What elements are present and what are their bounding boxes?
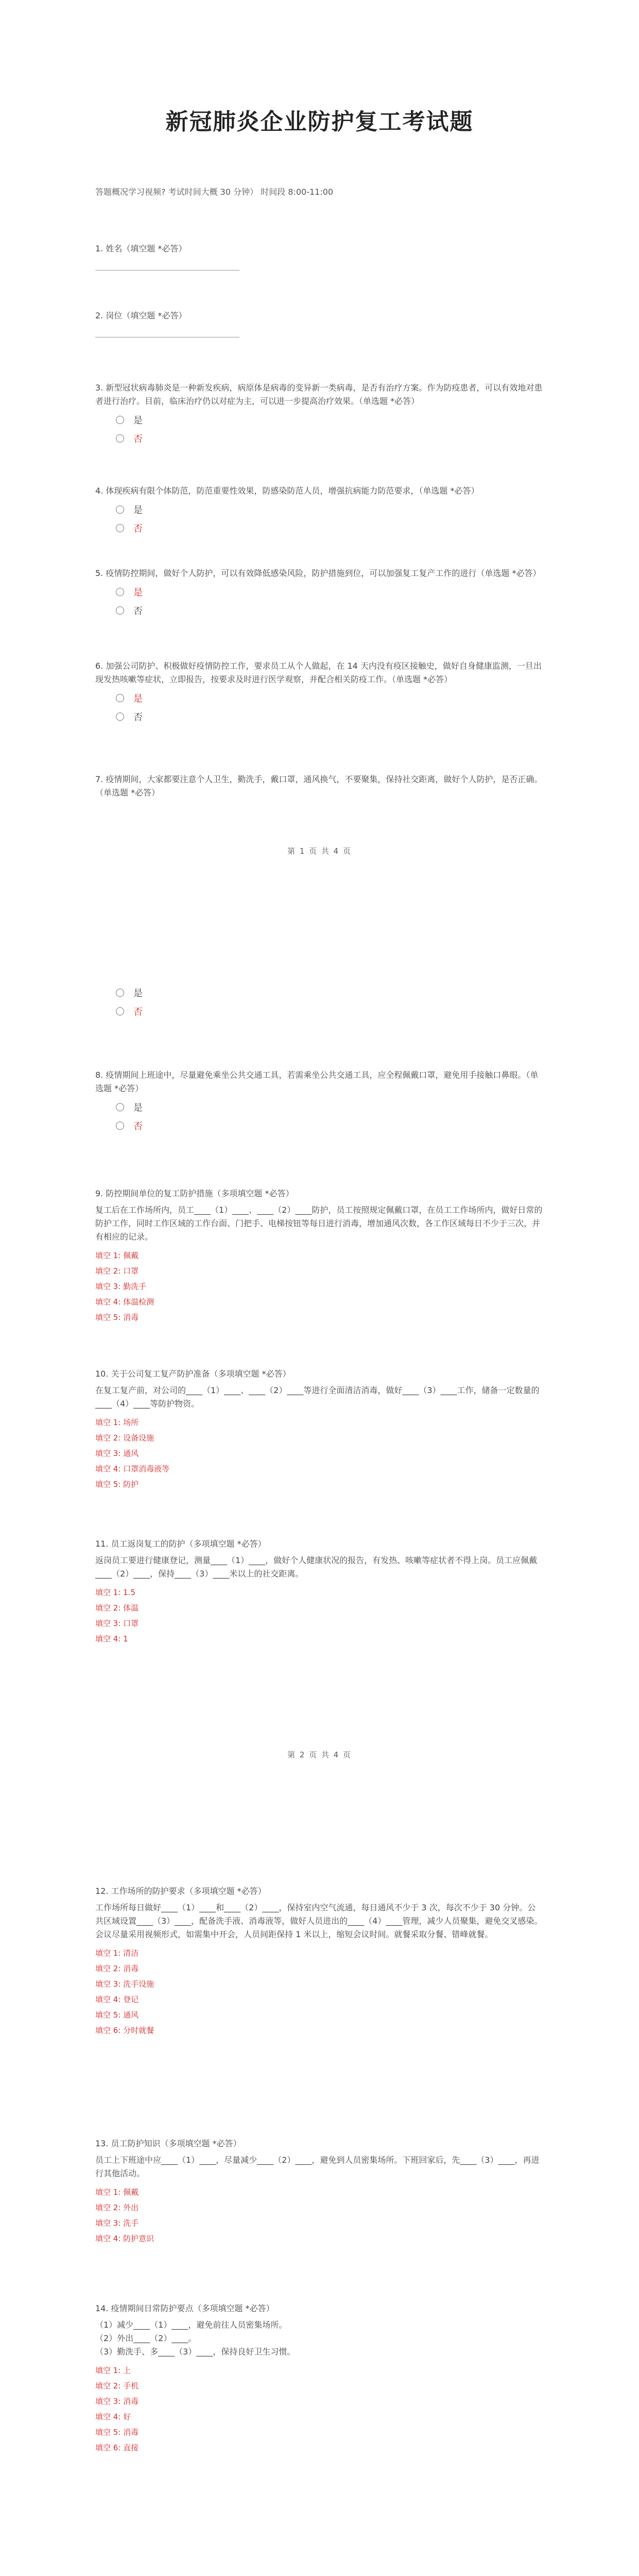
answer-item: 填空 5: 消毒 bbox=[95, 1313, 139, 1322]
option-no[interactable]: 否 bbox=[116, 1119, 543, 1132]
radio-icon[interactable] bbox=[116, 989, 124, 997]
radio-icon[interactable] bbox=[116, 1103, 124, 1111]
radio-icon[interactable] bbox=[116, 606, 124, 615]
page-2 bbox=[0, 904, 639, 1807]
answer-item: 填空 1: 佩戴 bbox=[95, 1251, 139, 1260]
answer-item: 填空 4: 体温检测 bbox=[95, 1297, 154, 1307]
question-12 bbox=[95, 1885, 543, 2038]
question-8 bbox=[95, 1069, 543, 1132]
question-12-body: 工作场所每日做好____（1）____和____（2）____，保持室内空气流通，每日通风不少于 3 次，每次不少于 30 分钟。公共区域设置____（3）____，配备洗手液、消毒液等，做好人员进出的____（4）____管理，减少人员聚集，避免交叉感染。会议尽量采用视频形式，如需集中开会，人员间距保持 1 米以上，缩短会议时间。就餐采取分餐、错峰就餐。 bbox=[95, 1903, 543, 1939]
question-14 bbox=[95, 2302, 543, 2455]
exam-title: 新冠肺炎企业防护复工考试题 bbox=[165, 109, 474, 135]
answer-item: 填空 1: 1.5 bbox=[95, 1588, 135, 1597]
answer-item: 填空 1: 场所 bbox=[95, 1418, 139, 1427]
radio-icon[interactable] bbox=[116, 713, 124, 721]
answer-item: 填空 3: 口罩 bbox=[95, 1619, 139, 1628]
question-6-text: 6. 加强公司防护、积极做好疫情防控工作，要求员工从个人做起，在 14 天内没有疫区接触史，做好自身健康监测，一旦出现发热咳嗽等症状，立即报告，按要求及时进行医学观察，并配合相关防疫工作。（单选题 *必答） bbox=[95, 661, 542, 684]
option-yes[interactable]: 是 bbox=[116, 691, 543, 705]
question-10 bbox=[95, 1367, 543, 1492]
question-10-text: 10. 关于公司复工复产防护准备（多项填空题 *必答） bbox=[95, 1369, 291, 1379]
question-9-text: 9. 防控期间单位的复工防护措施（多项填空题 *必答） bbox=[95, 1189, 294, 1198]
answer-item: 填空 6: 分时就餐 bbox=[95, 2026, 154, 2035]
question-1 bbox=[95, 242, 543, 270]
answer-item: 填空 4: 防护意识 bbox=[95, 2234, 154, 2243]
answer-item: 填空 1: 佩戴 bbox=[95, 2188, 139, 2197]
page-footer: 第 2 页 共 4 页 bbox=[287, 1750, 352, 1759]
option-yes[interactable]: 是 bbox=[116, 413, 543, 427]
answer-item: 填空 1: 上 bbox=[95, 2366, 131, 2375]
radio-icon[interactable] bbox=[116, 1122, 124, 1130]
page-3 bbox=[0, 1807, 639, 2576]
answer-item: 填空 2: 手机 bbox=[95, 2381, 139, 2391]
answer-item: 填空 4: 登记 bbox=[95, 1995, 139, 2004]
question-7-text: 7. 疫情期间，大家都要注意个人卫生，勤洗手，戴口罩，通风换气，不要聚集，保持社交距离，做好个人防护，是否正确。（单选题 *必答） bbox=[95, 774, 543, 798]
answer-list bbox=[95, 1945, 543, 2038]
name-input[interactable] bbox=[95, 256, 239, 270]
answer-item: 填空 6: 直接 bbox=[95, 2443, 139, 2452]
answer-list bbox=[95, 2184, 543, 2246]
answer-item: 填空 3: 勤洗手 bbox=[95, 1282, 147, 1291]
answer-item: 填空 2: 口罩 bbox=[95, 1266, 139, 1276]
radio-icon[interactable] bbox=[116, 505, 124, 514]
radio-icon[interactable] bbox=[116, 416, 124, 424]
question-6 bbox=[95, 659, 543, 723]
answer-item: 填空 5: 通风 bbox=[95, 2010, 139, 2020]
answer-item: 填空 1: 清洁 bbox=[95, 1948, 139, 1958]
answer-list bbox=[95, 2363, 543, 2455]
question-9 bbox=[95, 1187, 543, 1325]
option-no[interactable]: 否 bbox=[116, 1005, 543, 1018]
question-1-text: 1. 姓名（填空题 *必答） bbox=[95, 244, 187, 253]
question-11-text: 11. 员工返岗复工的防护（多项填空题 *必答） bbox=[95, 1539, 266, 1549]
question-13-text: 13. 员工防护知识（多项填空题 *必答） bbox=[95, 2139, 241, 2148]
question-2-text: 2. 岗位（填空题 *必答） bbox=[95, 311, 187, 320]
answer-item: 填空 4: 好 bbox=[95, 2412, 131, 2421]
question-7-options bbox=[95, 981, 543, 1018]
option-yes[interactable]: 是 bbox=[116, 1100, 543, 1114]
question-14-item: （3）勤洗手、多____（3）____，保持良好卫生习惯。 bbox=[95, 2347, 296, 2357]
question-14-item: （2）外出____（2）____。 bbox=[95, 2333, 197, 2343]
option-yes[interactable]: 是 bbox=[116, 503, 543, 516]
answer-item: 填空 3: 洗手 bbox=[95, 2218, 139, 2228]
radio-icon[interactable] bbox=[116, 434, 124, 443]
question-5 bbox=[95, 567, 543, 617]
question-10-body: 在复工复产前，对公司的____（1）____、____（2）____等进行全面清洁消毒，做好____（3）____工作，储备一定数量的____（4）____等防护物资。 bbox=[95, 1385, 540, 1409]
question-4 bbox=[95, 484, 543, 535]
question-2 bbox=[95, 309, 543, 337]
question-12-text: 12. 工作场所的防护要求（多项填空题 *必答） bbox=[95, 1886, 266, 1896]
question-7 bbox=[95, 773, 543, 800]
answer-item: 填空 4: 1 bbox=[95, 1634, 128, 1643]
question-3 bbox=[95, 381, 543, 445]
exam-meta: 答题概况学习视频? 考试时间大概 30 分钟） 时间段 8:00-11:00 bbox=[95, 187, 334, 197]
answer-item: 填空 3: 通风 bbox=[95, 1449, 139, 1458]
question-14-item: （1）减少____（1）____，避免前往人员密集场所。 bbox=[95, 2320, 287, 2330]
radio-icon[interactable] bbox=[116, 588, 124, 596]
radio-icon[interactable] bbox=[116, 524, 124, 532]
option-no[interactable]: 否 bbox=[116, 521, 543, 535]
question-11-body: 返岗员工要进行健康登记，测量____（1）____，做好个人健康状况的报告，有发热、咳嗽等症状者不得上岗。员工应佩戴____（2）____，保持____（3）____米以上的社交距离。 bbox=[95, 1555, 538, 1579]
option-no[interactable]: 否 bbox=[116, 432, 543, 445]
answer-item: 填空 3: 洗手设施 bbox=[95, 1979, 154, 1989]
answer-item: 填空 2: 消毒 bbox=[95, 1964, 139, 1973]
option-no[interactable]: 否 bbox=[116, 710, 543, 723]
radio-icon[interactable] bbox=[116, 694, 124, 702]
option-yes[interactable]: 是 bbox=[116, 986, 543, 999]
answer-list bbox=[95, 1585, 543, 1647]
question-8-text: 8. 疫情期间上班途中，尽量避免乘坐公共交通工具，若需乘坐公共交通工具，应全程佩戴口罩，避免用手接触口鼻眼。（单选题 *必答） bbox=[95, 1070, 539, 1093]
answer-list bbox=[95, 1248, 543, 1325]
option-no[interactable]: 否 bbox=[116, 604, 543, 617]
question-13-body: 员工上下班途中应____（1）____，尽量减少____（2）____，避免到人员密集场所。下班回家后，先____（3）____，再进行其他活动。 bbox=[95, 2155, 540, 2178]
answer-item: 填空 5: 消毒 bbox=[95, 2428, 139, 2437]
question-5-text: 5. 疫情防控期间，做好个人防护，可以有效降低感染风险，防护措施到位，可以加强复工复产工作的进行（单选题 *必答） bbox=[95, 568, 541, 578]
answer-item: 填空 2: 体温 bbox=[95, 1603, 139, 1613]
question-11 bbox=[95, 1537, 543, 1647]
answer-item: 填空 4: 口罩消毒液等 bbox=[95, 1464, 170, 1473]
question-13 bbox=[95, 2137, 543, 2246]
question-14-text: 14. 疫情期间日常防护要点（多项填空题 *必答） bbox=[95, 2303, 274, 2313]
post-input[interactable] bbox=[95, 323, 239, 337]
answer-item: 填空 2: 设备设施 bbox=[95, 1433, 154, 1443]
radio-icon[interactable] bbox=[116, 1007, 124, 1015]
question-4-text: 4. 体现疾病有限个体防范，防范重要性效果，防感染防范人员，增强抗病能力防范要求，（单选题 *必答） bbox=[95, 486, 479, 496]
answer-item: 填空 3: 消毒 bbox=[95, 2397, 139, 2406]
question-3-text: 3. 新型冠状病毒肺炎是一种新发疾病，病原体是病毒的变异新一类病毒，是否有治疗方案。作为防疫患者，可以有效地对患者进行治疗。目前，临床治疗仍以对症为主，可以进一步提高治疗效果。（单选题 *必答） bbox=[95, 383, 543, 406]
page-footer: 第 1 页 共 4 页 bbox=[287, 846, 352, 856]
page-1 bbox=[0, 0, 639, 904]
question-9-body: 复工后在工作场所内，员工____（1）____、____（2）____防护，员工按照规定佩戴口罩，在员工工作场所内，做好日常的防护工作，同时工作区域的工作台面、门把手、电梯按钮等每日进行消毒，增加通风次数，各工作区域每日不少于三次，并有相应的记录。 bbox=[95, 1205, 543, 1242]
answer-item: 填空 5: 防护 bbox=[95, 1480, 139, 1489]
option-yes[interactable]: 是 bbox=[116, 585, 543, 599]
answer-list bbox=[95, 1415, 543, 1492]
answer-item: 填空 2: 外出 bbox=[95, 2203, 139, 2212]
